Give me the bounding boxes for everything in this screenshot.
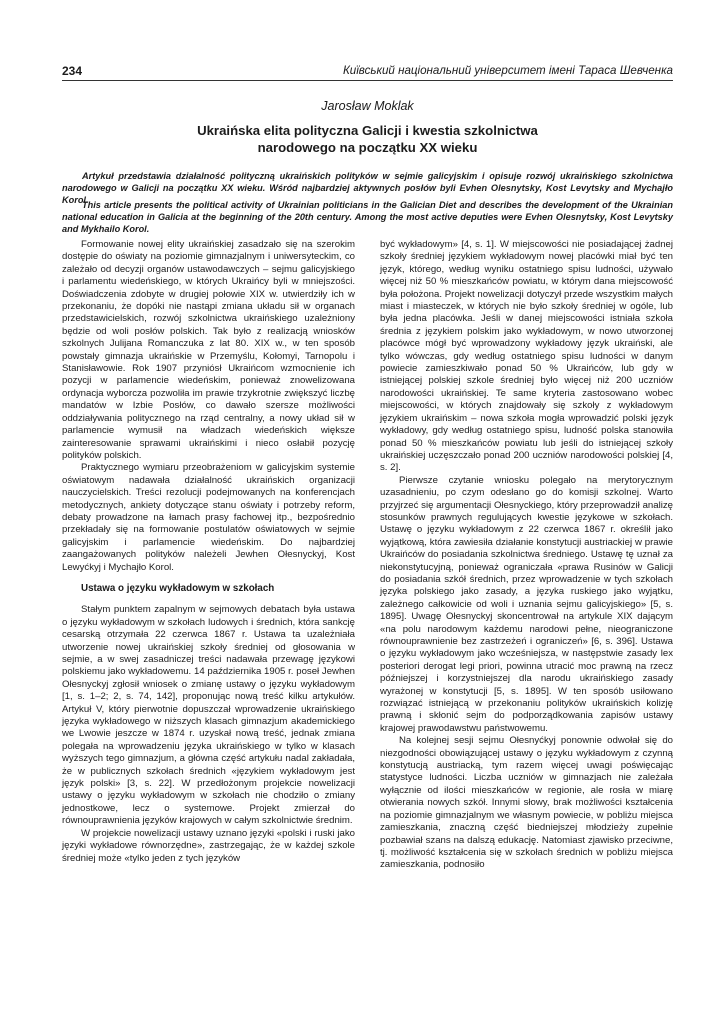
abstract-polish: Artykuł przedstawia działalność polityczną ukraińskich polityków w sejmie galicyjskim i opisuje rozwój ukraińskiego szkolnictwa narodowego w Galicji na początku XX wieku. Wśród najbardziej aktywnych posłów byli Evhen Olesnytsky, Kost Levytsky and Mychajło Korol. xyxy=(62,171,673,205)
institution-name: Київський національний університет імені Тараса Шевченка xyxy=(342,64,673,77)
running-header xyxy=(62,64,673,80)
header-rule xyxy=(62,80,673,81)
article-title xyxy=(62,122,673,156)
section-heading: Ustawa o języku wykładowym w szkołach xyxy=(81,582,275,594)
title-line-1: Ukraińska elita polityczna Galicji i kwestia szkolnictwa xyxy=(197,123,538,138)
paragraph: być wykładowym» [4, s. 1]. W miejscowości nie posiadającej żadnej szkoły średniej językiem wykładowym nowej placówki miał być ten język, którego, według wyniku ostatniego spisu ludności, używało więcej niż 50 % mieszkańców powiatu, w którym dana miejscowość była położona. Projekt nowelizacji dotyczył przede wszystkim małych miast i miasteczek, w których nie było szkoły średniej w ogóle, lub była jedna placówka. Jeśli w danej miejscowości istniała szkoła średnia z językiem polskim jako wykładowym, w nowo utworzonej placówce mógł być wprowadzony wykładowy język ukraiński, ale tylko wówczas, gdy według ostatniego spisu ludności w danym powiecie zamieszkiwało ponad 50 % Ukraińców, lub gdy w istniejącej polskiej szkole średniej było więcej niż 200 uczniów narodowości ukraińskiej. Te same kryteria zastosowano wobec miejscowości, w których znajdowały się szkoły z wykładowym językiem ukraińskim – nowa szkoła mogła wprowadzić polski język wykładowy, gdy według ostatniego spisu, ludność polska stanowiła ponad 50 % mieszkańców powiatu lub jeśli do istniejącej szkoły ukraińskiej uczęszczało ponad 200 uczniów narodowości polskiej [4, s. 2]. xyxy=(380,239,673,474)
author-name: Jarosław Moklak xyxy=(321,99,414,113)
paragraph: Praktycznego wymiaru przeobrażeniom w galicyjskim systemie oświatowym nadawała działalność ukraińskich organizacji nauczycielskich. Treści rezolucji podejmowanych na konferencjach metodycznych, ankiety dotyczące stanu oświaty i potrzeby reform, debaty prowadzone na łamach prasy fachowej itp., bezpośrednio przekładały się na formowanie postulatów oświatowych w sejmie galicyjskim i parlamencie wiedeńskim. Do najbardziej zaangażowanych polityków należeli Jewhen Ołesnyckyj, Kost Lewyćkyj i Mychajło Korol. xyxy=(62,462,355,573)
paragraph: Stałym punktem zapalnym w sejmowych debatach była ustawa o języku wykładowym w szkołach ludowych i średnich, która sankcję cesarską otrzymała 22 czerwca 1867 r. Ustawa ta uzależniała utworzenie nowej ukraińskiej szkoły średniej od głosowania w sejmie, a w swej zasadniczej treści nadawała przewagę językowi polskiemu jako wykładowemu. 14 października 1905 r. poseł Jewhen Ołesnyckyj zgłosił wniosek o zmianę ustawy o języku wykładowym [1, s. 1–2; 2, s. 74, 142], proponując nową treść kilku artykułów. Artykuł V, który pierwotnie dopuszczał wprowadzenie ukraińskiego języka wykładowego w niższych klasach gimnazjum akademickiego we Lwowie jeszcze w 1874 r. uzyskał nową treść, jednak zmiana polegała na wprowadzeniu języka ukraińskiego w tylko w klasach wyższych tego gimnazjum, a główna część artykułu nadal zakładała, że w publicznych szkołach średnich «językiem wykładowym jest język polski» [3, s. 22]. W przedłożonym projekcie nowelizacji ustawy o języku wykładowym w szkołach nie chodziło o zmiany jednostkowe, lecz o systemowe. Projekt zmierzał do równouprawnienia języków krajowych w całym szkolnictwie średnim. xyxy=(62,604,355,827)
page-number: 234 xyxy=(62,64,83,78)
title-line-2: narodowego na początku XX wieku xyxy=(257,140,478,155)
right-column xyxy=(380,239,673,872)
left-column xyxy=(62,239,355,865)
paragraph: Pierwsze czytanie wniosku polegało na merytorycznym uzasadnieniu, po czym odesłano go do komisji szkolnej. Warto przyjrzeć się argumentacji Ołesnyckiego, który przeprowadził analizę stosunków prawnych regulujących kwestie językowe w szkołach. Ustawę o języku wykładowym z 22 czerwca 1867 r. określił jako wyjątkową, która zawiesiła działanie konstytucji austriackiej w prawie Ukraińców do posiadania szkolnictwa średniego. Ustawę tę uznał za niekonstytucyjną, ponieważ ograniczała «prawa Rusinów w Galicji do posiadania szkół średnich, przez wprowadzenie w tych szkołach języka polskiego jako zasady, a języka ruskiego jako wyjątku, zależnego całkowicie od woli i uznania sejmu galicyjskiego» [5, s. 1895]. Uwagę Ołesnyckyj skoncentrował na artykule XIX dającym «na polu narodowym każdemu narodowi pełne, nieograniczone równouprawnienie bez zastrzeżeń i ograniczeń» [6, s. 396]. Ustawa o języku wykładowym jako wcześniejsza, w następstwie zasady lex posteriori derogat legi priori, powinna utracić moc prawną na rzecz późniejszej i korzystniejszej dla narodu ukraińskiego zasady wyrażonej w konstytucji [5, s. 1895]. W ten sposób usiłowano rozwiązać istniejącą w przekonaniu polityków ukraińskich kolizję prawną i skłonić sejm do podporządkowania zapisów ustawy krajowej prawodawstwu państwowemu. xyxy=(380,474,673,734)
abstract-english: This article presents the political activity of Ukrainian politicians in the Galician Diet and describes the development of the Ukrainian national education in Galicia at the beginning of the 20th century. Among the most active deputies were Evhen Olesnytsky, Kost Levytsky and Mykhailo Korol. xyxy=(62,200,673,234)
paragraph: Na kolejnej sesji sejmu Ołesnyćkyj ponownie odwołał się do niezgodności obowiązującej ustawy o języku wykładowym z czynną konstytucją austriacką, tym razem więcej uwagi poświęcając statystyce ludności. Liczba uczniów w gimnazjach nie zależała wyłącznie od ilości mieszkańców w regionie, ale rosła w miarę otwierania nowych szkół. Innymi słowy, brak możliwości kształcenia na poziomie gimnazjalnym we własnym powiecie, w pobliżu miejsca zamieszkania, znaczną część biedniejszej młodzieży zupełnie pozbawiał szans na dalszą edukację. Natomiast zjawisko przeciwne, tj. możliwość kształcenia się w szkołach średnich w pobliżu miejsca zamieszkania, podnosiło xyxy=(380,735,673,871)
paragraph: W projekcie nowelizacji ustawy uznano języki «polski i ruski jako języki wykładowe równorzędne», zastrzegając, że w każdej szkole średniej może «tylko jeden z tych języków xyxy=(62,827,355,864)
paragraph: Formowanie nowej elity ukraińskiej zasadzało się na szerokim dostępie do oświaty na poziomie gimnazjalnym i uniwersyteckim, co zależało od decyzji organów ustawodawczych – sejmu galicyjskiego i parlamentu wiedeńskiego, w których Ukraińcy byli w mniejszości. Doświadczenia zdobyte w drugiej połowie XIX w. utwierdziły ich w przekonaniu, że dopóki nie nastąpi zmiana układu sił w organach przedstawicielskich, rozwój szkolnictwa ukraińskiego uzależniony będzie od woli posłów polskich. Tak było z realizacją wniosków szkolnych Julijana Romanczuka z lat 80. XIX w., w ten sposób powstały gimnazja ukraińskie w Przemyślu, Kołomyi, Tarnopolu i Stanisławowie. Rok 1907 przyniósł Ukraińcom wzmocnienie ich pozycji w parlamencie wiedeńskim, ponieważ znowelizowana ordynacja wyborcza pozwoliła im prawie trzykrotnie zwiększyć liczbę mandatów w Izbie Posłów, co dawało szersze możliwości oddziaływania politycznego na rząd centralny, a nowy układ sił w parlamencie wymusił na władzach wiedeńskich większe zainteresowanie sprawami ukraińskimi i nieco osłabił pozycję polityków polskich. xyxy=(62,239,355,461)
